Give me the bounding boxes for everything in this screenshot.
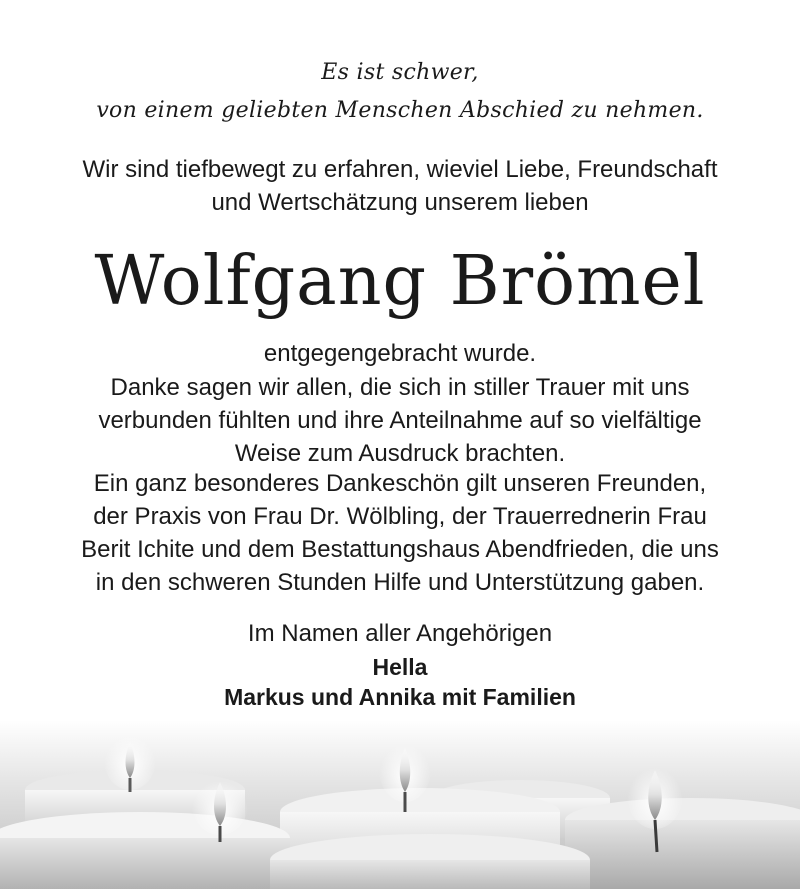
intro-line-2: und Wertschätzung unserem lieben <box>211 189 589 216</box>
thanks-line-7: Berit Ichite und dem Bestattungshaus Abendfrieden, die uns <box>81 536 719 563</box>
thanks-line-5: Ein ganz besonderes Dankeschön gilt unseren Freunden, <box>93 470 707 497</box>
thanks-line-3: verbunden fühlten und ihre Anteilnahme auf so vielfältige <box>98 407 702 434</box>
quote-line-2: von einem geliebten Menschen Abschied zu nehmen. <box>96 98 704 123</box>
thanks-line-6: der Praxis von Frau Dr. Wölbling, der Trauerrednerin Frau <box>93 503 707 530</box>
intro-line-1: Wir sind tiefbewegt zu erfahren, wieviel Liebe, Freundschaft <box>82 156 718 183</box>
thanks-line-8: in den schweren Stunden Hilfe und Unterstützung gaben. <box>95 569 705 596</box>
thanks-line-2: Danke sagen wir allen, die sich in stiller Trauer mit uns <box>110 374 690 401</box>
quote-line-1: Es ist schwer, <box>321 60 479 85</box>
signature-family: Markus und Annika mit Familien <box>224 684 576 710</box>
signature-name: Hella <box>372 654 428 680</box>
deceased-name: Wolfgang Brömel <box>94 242 706 321</box>
thanks-line-4: Weise zum Ausdruck brachten. <box>234 440 566 467</box>
thanks-line-1: entgegengebracht wurde. <box>263 340 537 367</box>
candles-icon <box>0 720 800 889</box>
signature-intro: Im Namen aller Angehörigen <box>247 620 553 647</box>
